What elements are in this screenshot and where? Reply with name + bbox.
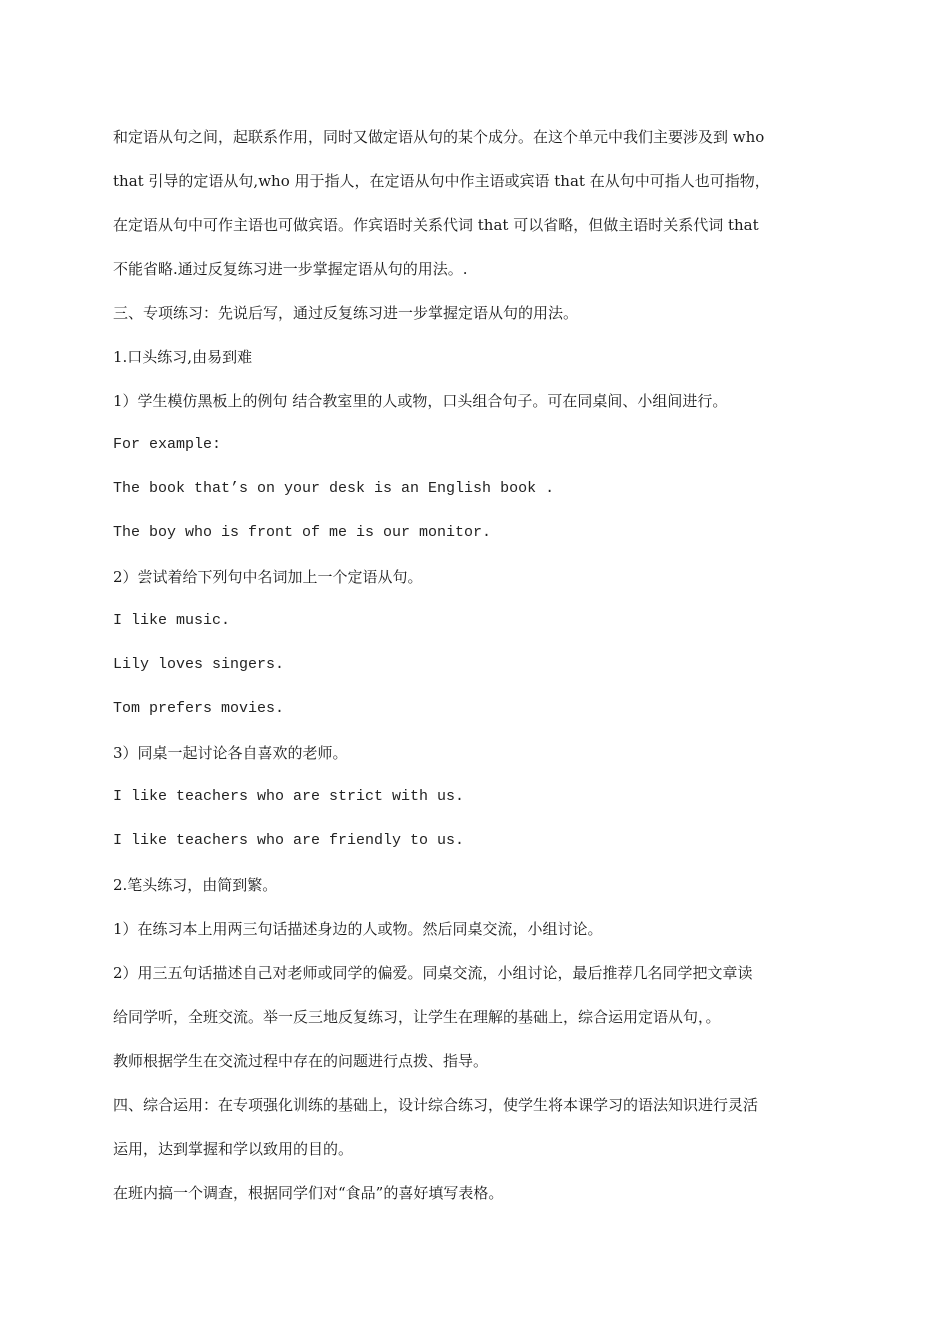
paragraph-line: 和定语从句之间，起联系作用，同时又做定语从句的某个成分。在这个单元中我们主要涉及到 who [113, 128, 765, 146]
paragraph-line: 不能省略.通过反复练习进一步掌握定语从句的用法。. [113, 260, 468, 278]
teacher-note: 教师根据学生在交流过程中存在的问题进行点拨、指导。 [113, 1052, 489, 1070]
oral-step-1: 1）学生模仿黑板上的例句 结合教室里的人或物，口头组合句子。可在同桌间、小组间进行。 [113, 392, 728, 410]
written-step-2-continued: 给同学听，全班交流。举一反三地反复练习，让学生在理解的基础上，综合运用定语从句，。 [113, 1008, 721, 1026]
paragraph-line: 在定语从句中可作主语也可做宾语。作宾语时关系代词 that 可以省略，但做主语时关系代词 that [113, 216, 759, 234]
practice-sentence: I like music. [113, 612, 231, 629]
section-4-continued: 运用，达到掌握和学以致用的目的。 [113, 1140, 354, 1158]
example-label: For example: [113, 436, 222, 453]
survey-instruction: 在班内搞一个调查，根据同学们对“食品”的喜好填写表格。 [113, 1184, 504, 1202]
written-step-1: 1）在练习本上用两三句话描述身边的人或物。然后同桌交流，小组讨论。 [113, 920, 603, 938]
practice-sentence: Lily loves singers. [113, 656, 285, 673]
section-4-heading: 四、综合运用：在专项强化训练的基础上，设计综合练习，使学生将本课学习的语法知识进行灵活 [113, 1096, 759, 1114]
document-page [113, 124, 843, 1224]
oral-step-3: 3）同桌一起讨论各自喜欢的老师。 [113, 744, 348, 762]
written-practice-title: 2.笔头练习，由简到繁。 [113, 876, 278, 894]
teacher-sentence: I like teachers who are friendly to us. [113, 832, 465, 849]
written-step-2: 2）用三五句话描述自己对老师或同学的偏爱。同桌交流，小组讨论，最后推荐几名同学把文章读 [113, 964, 753, 982]
example-sentence: The book that’s on your desk is an English book . [113, 480, 555, 497]
practice-sentence: Tom prefers movies. [113, 700, 285, 717]
example-sentence: The boy who is front of me is our monitor. [113, 524, 492, 541]
oral-step-2: 2）尝试着给下列句中名词加上一个定语从句。 [113, 568, 423, 586]
teacher-sentence: I like teachers who are strict with us. [113, 788, 465, 805]
section-3-heading: 三、专项练习：先说后写，通过反复练习进一步掌握定语从句的用法。 [113, 304, 579, 322]
paragraph-line: that 引导的定语从句,who 用于指人，在定语从句中作主语或宾语 that 在从句中可指人也可指物， [113, 172, 770, 190]
oral-practice-title: 1.口头练习,由易到难 [113, 348, 253, 366]
